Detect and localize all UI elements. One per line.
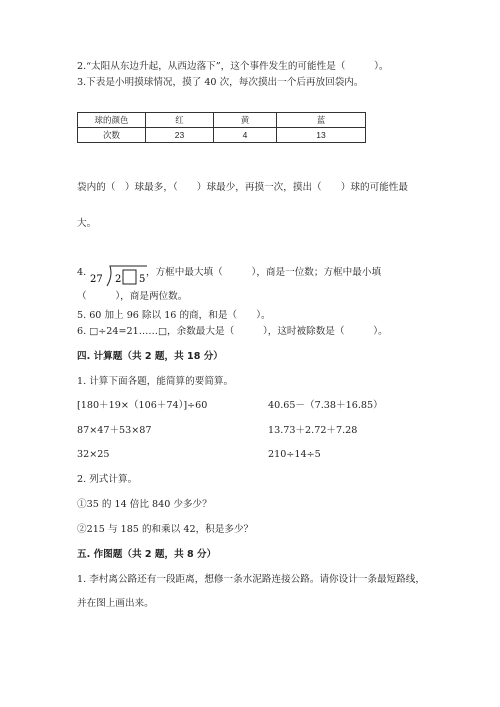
section-5-q1-line1: 1. 李村离公路还有一段距离，想修一条水泥路连接公路。请你设计一条最短路线， [77,574,425,585]
section-4-title: 四. 计算题（共 2 题，共 18 分） [77,351,223,362]
section-5-title: 五. 作图题（共 2 题，共 8 分） [77,549,217,560]
question-3-intro: 3.下表是小明摸球情况，摸了 40 次，每次摸出一个后再放回袋内。 [77,77,364,88]
question-3-text-end: 大。 [77,218,97,229]
division-expression [77,262,147,292]
ball-count-table [77,112,366,143]
question-5: 5. 60 加上 96 除以 16 的商，和是（ ）。 [77,310,271,321]
table-cell: 23 [146,128,214,143]
section-5-q1-line2: 并在图上画出来。 [77,598,154,609]
question-4-number: 4. [77,267,87,278]
table-cell: 黄 [214,113,277,128]
table-row [78,128,366,143]
question-3-text: 袋内的（ ）球最多，（ ）球最少，再摸一次，摸出（ ）球的可能性最 [77,182,408,193]
table-cell: 球的颜色 [78,113,146,128]
calc-item: 210÷14÷5 [268,449,321,460]
calc-item: [180＋19×（106＋74）]÷60 [77,400,208,411]
list-calc-item: ②215 与 185 的和乘以 42，积是多少？ [77,524,254,535]
table-row [78,113,366,128]
table-cell: 次数 [78,128,146,143]
table-cell: 4 [214,128,277,143]
calc-item: 40.65－（7.38＋16.85） [268,400,383,411]
table-cell: 红 [146,113,214,128]
table-cell: 13 [277,128,366,143]
dividend-digit: 2 [115,274,122,285]
divisor: 27 [90,274,103,285]
question-4-text-end: （ ），商是两位数。 [77,291,188,302]
table-cell: 蓝 [277,113,366,128]
list-calc-item: ①35 的 14 倍比 840 少多少？ [77,499,212,510]
section-4-q1: 1. 计算下面各题，能简算的要简算。 [77,376,234,387]
blank-box [123,270,136,284]
question-6: 6. □÷24=21……□，余数最大是（ ），这时被除数是（ ）。 [77,326,388,337]
calc-item: 87×47＋53×87 [77,425,152,436]
question-2: 2.“太阳从东边升起，从西边落下”，这个事件发生的可能性是（ ）。 [77,61,389,72]
question-4-text: ，方框中最大填（ ），商是一位数；方框中最小填 [146,267,382,278]
section-4-q2: 2. 列式计算。 [77,474,138,485]
calc-item: 13.73＋2.72＋7.28 [268,425,358,436]
calc-item: 32×25 [77,449,110,460]
dividend-digit: 5 [139,274,146,285]
